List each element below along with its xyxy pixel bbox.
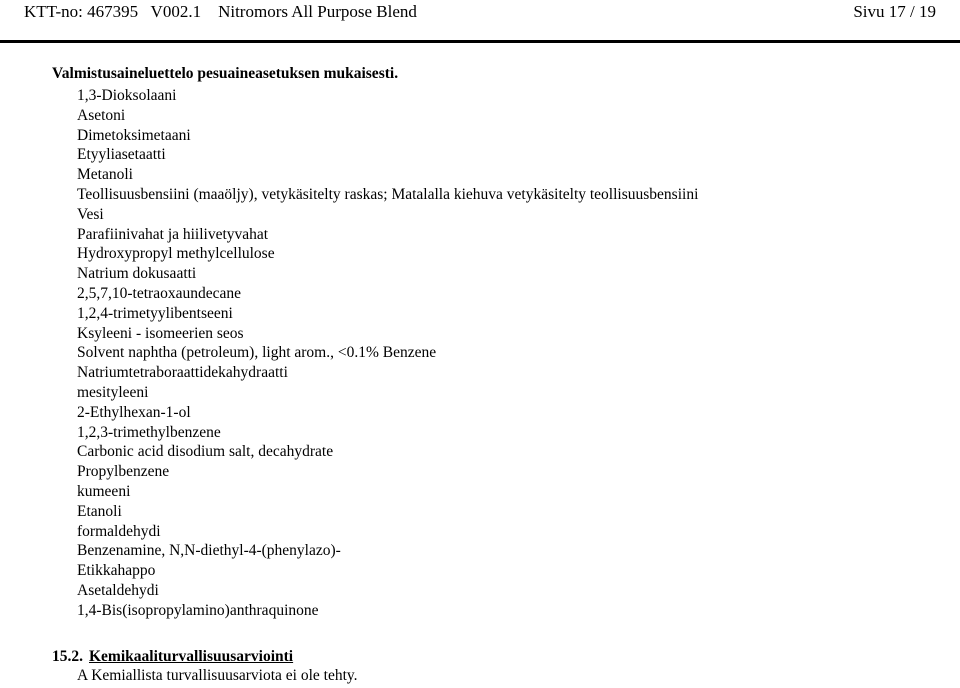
subsection-heading — [52, 647, 293, 667]
ingredient-item: mesityleeni — [77, 383, 149, 401]
ingredient-item: Dimetoksimetaani — [77, 126, 191, 144]
ingredient-item: kumeeni — [77, 482, 131, 500]
ingredient-item: formaldehydi — [77, 522, 161, 540]
assessment-statement: A Kemiallista turvallisuusarviota ei ole tehty. — [77, 667, 358, 684]
ingredient-item: Parafiinivahat ja hiilivetyvahat — [77, 225, 269, 243]
ingredient-item: Etanoli — [77, 502, 122, 520]
ingredient-item: Benzenamine, N,N-diethyl-4-(phenylazo)- — [77, 542, 341, 560]
ingredient-item: Solvent naphtha (petroleum), light arom., <0.1% Benzene — [77, 344, 437, 362]
ingredient-item: 1,2,3-trimethylbenzene — [77, 423, 221, 441]
ingredient-item: Hydroxypropyl methylcellulose — [77, 245, 275, 263]
ingredient-item: Etyyliasetaatti — [77, 146, 166, 164]
ingredient-item: Teollisuusbensiini (maaöljy), vetykäsitelty raskas; Matalalla kiehuva vetykäsitelty teollisuusbensiini — [77, 185, 699, 203]
ingredient-item: Asetoni — [77, 106, 126, 124]
page-header — [0, 0, 960, 26]
section-title: Valmistusaineluettelo pesuaineasetuksen mukaisesti. — [52, 65, 399, 82]
subsection-title: Kemikaaliturvallisuusarviointi — [89, 648, 294, 665]
ingredient-item: Ksyleeni - isomeerien seos — [77, 324, 244, 342]
ingredient-item: 2,5,7,10-tetraoxaundecane — [77, 284, 241, 302]
ingredient-item: Carbonic acid disodium salt, decahydrate — [77, 443, 334, 461]
ingredient-item: Asetaldehydi — [77, 581, 159, 599]
ingredient-item: 2-Ethylhexan-1-ol — [77, 403, 191, 421]
subsection-number: 15.2. — [52, 648, 83, 665]
header-divider — [0, 40, 960, 43]
ingredient-item: Vesi — [77, 205, 104, 223]
ingredient-item: Propylbenzene — [77, 463, 170, 481]
ingredient-list — [77, 86, 698, 621]
ingredient-item: Natrium dokusaatti — [77, 265, 197, 283]
ingredient-item: Etikkahappo — [77, 562, 156, 580]
page-indicator: Sivu 17 / 19 — [853, 2, 936, 21]
document-id: KTT-no: 467395 V002.1 Nitromors All Purpose Blend — [24, 2, 417, 21]
ingredient-item: Metanoli — [77, 166, 133, 184]
ingredient-item: Natriumtetraboraattidekahydraatti — [77, 364, 288, 382]
ingredient-item: 1,4-Bis(isopropylamino)anthraquinone — [77, 601, 319, 619]
ingredient-item: 1,3-Dioksolaani — [77, 87, 177, 104]
ingredient-item: 1,2,4-trimetyylibentseeni — [77, 304, 233, 322]
